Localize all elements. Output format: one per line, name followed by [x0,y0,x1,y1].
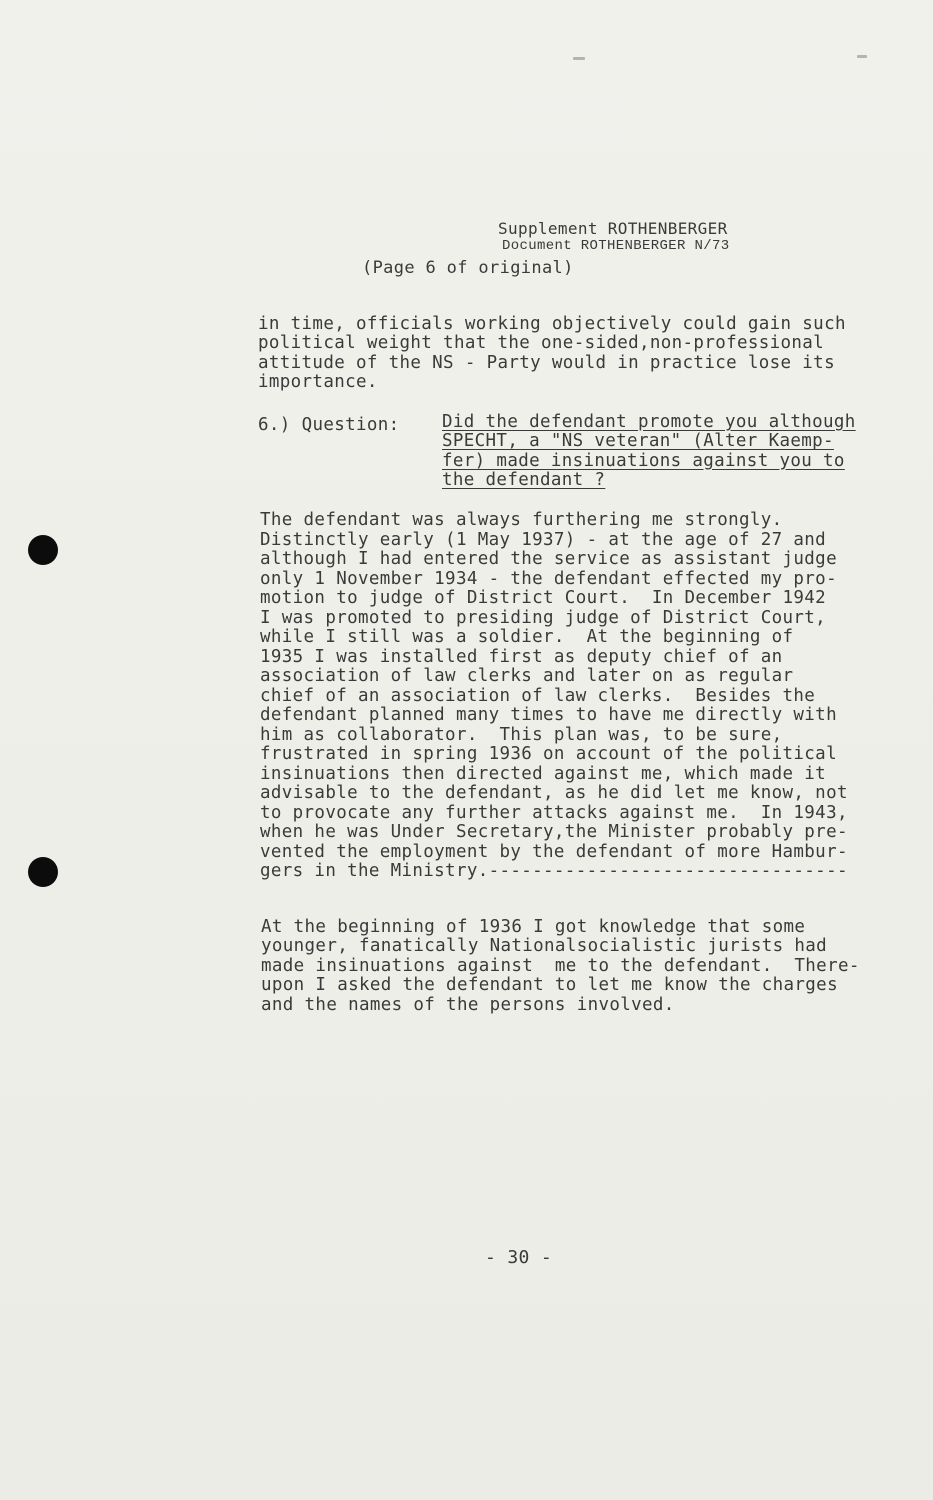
text-line: insinuations then directed against me, which made it [260,763,827,784]
text-line: frustrated in spring 1936 on account of the political [260,744,837,764]
question-label [258,416,400,435]
text-line: 1935 I was installed first as deputy chief of an [260,646,783,667]
question-word: Question: [301,415,400,435]
supplement-heading: Supplement ROTHENBERGER [498,219,728,238]
text-line: defendant planned many times to have me directly with [260,705,837,725]
text-line: in time, officials working objectively could gain such [258,314,846,334]
text-line: only 1 November 1934 - the defendant effected my pro- [260,568,837,589]
text-line: At the beginning of 1936 I got knowledge that some [261,917,806,937]
closing-paragraph [261,918,860,1015]
text-line: importance. [258,372,378,393]
answer-paragraph [260,511,848,882]
punch-hole [28,857,58,887]
text-line: chief of an association of law clerks. Besides the [260,685,816,706]
question-number: 6.) [258,415,291,435]
text-line: when he was Under Secretary,the Minister probably pre- [260,822,848,842]
text-line: and the names of the persons involved. [261,994,675,1015]
question-line: Did the defendant promote you although [442,412,856,432]
text-line: gers in the Ministry.--------------------------------- [260,861,848,881]
question-line: the defendant ? [442,470,606,491]
question-line: fer) made insinuations against you to [442,450,845,471]
text-line: to provocate any further attacks against me. In 1943, [260,802,848,823]
text-line: although I had entered the service as assistant judge [260,549,837,569]
punch-hole [28,535,58,565]
text-line: made insinuations against me to the defendant. There- [261,955,860,976]
text-line: advisable to the defendant, as he did let me know, not [260,783,848,803]
text-line: political weight that the one-sided,non-professional [258,333,825,354]
page-number: - 30 - [485,1247,553,1268]
text-line: him as collaborator. This plan was, to be sure, [260,724,783,745]
text-line: attitude of the NS - Party would in practice lose its [258,352,835,373]
ink-speck [573,57,585,60]
document-reference: Document ROTHENBERGER N/73 [502,238,730,254]
text-line: younger, fanatically Nationalsocialistic jurists had [261,936,828,957]
text-line: while I still was a soldier. At the beginning of [260,627,794,647]
text-line: upon I asked the defendant to let me know the charges [261,975,838,996]
text-line: association of law clerks and later on as regular [260,666,794,686]
page-reference: (Page 6 of original) [362,258,574,278]
question-text [442,413,856,491]
text-line: The defendant was always furthering me strongly. [260,510,783,530]
text-line: Distinctly early (1 May 1937) - at the age of 27 and [260,529,827,550]
paragraph-continuation [258,315,846,393]
text-line: motion to judge of District Court. In December 1942 [260,588,827,608]
ink-speck [857,55,867,58]
text-line: vented the employment by the defendant of more Hambur- [260,841,848,862]
question-line: SPECHT, a "NS veteran" (Alter Kaemp- [442,431,834,452]
text-line: I was promoted to presiding judge of District Court, [260,607,827,628]
